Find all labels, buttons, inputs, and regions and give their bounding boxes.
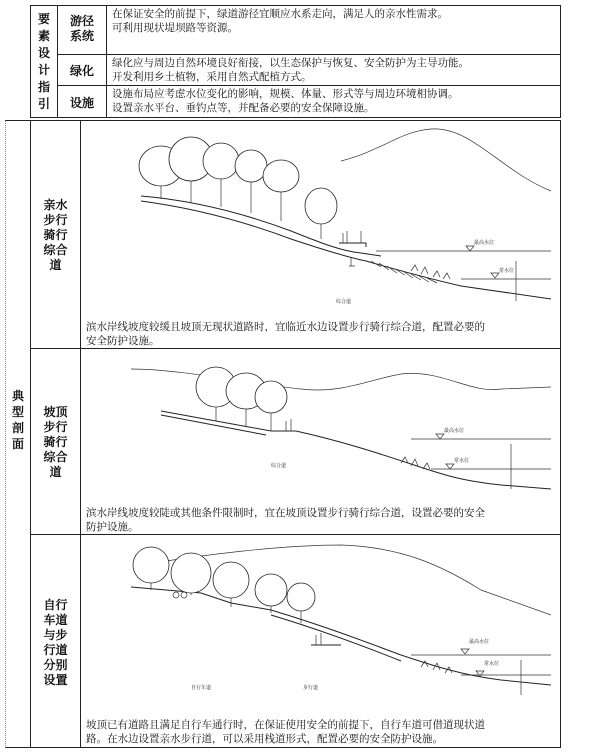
guide-row-text-greening-1: 绿化应与周边自然环境良好衔接，以生态保护与恢复、安全防护为主导功能。 xyxy=(112,57,469,69)
section-3-walk-label: 步行道 xyxy=(303,685,319,691)
section-3-drawing xyxy=(81,535,560,715)
section-3-bike-label: 自行车道 xyxy=(191,685,212,691)
section-2-drawing xyxy=(81,349,560,499)
section-1-drawing xyxy=(81,121,560,321)
section-3-caption-1: 坡顶已有道路且满足自行车通行时，在保证使用安全的前提下，自行车道可借道现状道 xyxy=(86,719,485,731)
section-1-caption-2: 安全防护设施。 xyxy=(86,335,160,347)
guide-row-label-facility: 设施 xyxy=(69,96,94,110)
guide-row-label-greening: 绿化 xyxy=(69,64,94,78)
guide-row-text-trail-2: 可利用现状堤坝路等资源。 xyxy=(112,22,238,34)
section-3-normal-water-label: 常水位 xyxy=(484,661,500,667)
guide-row-text-trail-1: 在保证安全的前提下，绿道游径宜顺应水系走向，满足人的亲水性需求。 xyxy=(112,8,448,20)
section-2-path-label: 综合道 xyxy=(271,463,287,469)
section-1-caption-1: 滨水岸线坡度较缓且坡顶无现状道路时，宜临近水边设置步行骑行综合道，配置必要的 xyxy=(86,321,485,333)
section-1-label: 亲水 步行 骑行 综合 道 xyxy=(43,197,68,272)
guide-title: 要 素 设 计 指 引 xyxy=(37,12,50,111)
sections-title: 典 型 剖 面 xyxy=(11,389,24,451)
section-3-caption-2: 路。在水边设置亲水步行道，可以采用栈道形式，配置必要的安全防护设施。 xyxy=(86,733,443,745)
section-2-normal-water-label: 常水位 xyxy=(454,458,470,464)
section-1-path-label: 综合道 xyxy=(336,299,352,305)
guide-row-text-facility-1: 设施布局应考虑水位变化的影响，规模、体量、形式等与周边环境相协调。 xyxy=(112,88,459,100)
guide-row-text-greening-2: 开发利用乡土植物，采用自然式配植方式。 xyxy=(112,71,312,83)
section-1-high-water-label: 最高水位 xyxy=(474,240,495,246)
guide-row-text-facility-2: 设置亲水平台、垂钓点等，并配备必要的安全保障设施。 xyxy=(112,102,375,114)
section-3-label: 自行 车道 与步 行道 分别 设置 xyxy=(43,598,68,687)
section-2-caption-1: 滨水岸线坡度较陡或其他条件限制时，宜在坡顶设置步行骑行综合道，设置必要的安全 xyxy=(86,507,485,519)
section-2-label: 坡顶 步行 骑行 综合 道 xyxy=(43,404,68,479)
section-3-high-water-label: 最高水位 xyxy=(469,639,490,645)
guide-row-label-trail: 游径 系统 xyxy=(69,14,94,43)
section-2-caption-2: 防护设施。 xyxy=(86,521,139,533)
section-1-normal-water-label: 常水位 xyxy=(499,268,515,274)
section-2-high-water-label: 最高水位 xyxy=(444,428,465,434)
